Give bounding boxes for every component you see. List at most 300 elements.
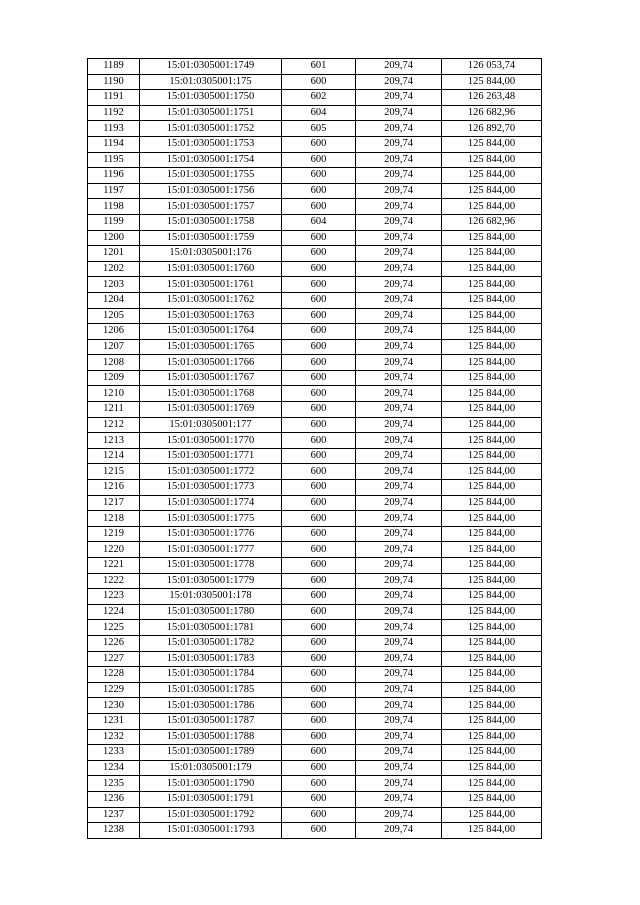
amount-cell: 126 682,96: [442, 214, 542, 230]
amount-cell: 125 844,00: [442, 823, 542, 839]
cadastral-number-cell: 15:01:0305001:1777: [140, 542, 282, 558]
cadastral-number-cell: 15:01:0305001:1781: [140, 620, 282, 636]
row-number-cell: 1232: [88, 729, 140, 745]
rate-cell: 209,74: [356, 776, 442, 792]
rate-cell: 209,74: [356, 168, 442, 184]
rate-cell: 209,74: [356, 74, 442, 90]
row-number-cell: 1228: [88, 667, 140, 683]
rate-cell: 209,74: [356, 152, 442, 168]
row-number-cell: 1236: [88, 791, 140, 807]
rate-cell: 209,74: [356, 230, 442, 246]
table-row: [88, 339, 542, 355]
area-cell: 600: [282, 261, 356, 277]
area-cell: 600: [282, 355, 356, 371]
amount-cell: 125 844,00: [442, 807, 542, 823]
row-number-cell: 1190: [88, 74, 140, 90]
amount-cell: 125 844,00: [442, 339, 542, 355]
cadastral-number-cell: 15:01:0305001:1752: [140, 121, 282, 137]
table-row: [88, 386, 542, 402]
table-row: [88, 495, 542, 511]
table-row: [88, 168, 542, 184]
row-number-cell: 1218: [88, 511, 140, 527]
amount-cell: 125 844,00: [442, 168, 542, 184]
rate-cell: 209,74: [356, 292, 442, 308]
amount-cell: 125 844,00: [442, 74, 542, 90]
cadastral-number-cell: 15:01:0305001:1785: [140, 682, 282, 698]
table-row: [88, 713, 542, 729]
rate-cell: 209,74: [356, 480, 442, 496]
amount-cell: 125 844,00: [442, 308, 542, 324]
rate-cell: 209,74: [356, 90, 442, 106]
table-row: [88, 573, 542, 589]
rate-cell: 209,74: [356, 386, 442, 402]
cadastral-number-cell: 15:01:0305001:1770: [140, 433, 282, 449]
table-row: [88, 105, 542, 121]
row-number-cell: 1231: [88, 713, 140, 729]
table-row: [88, 402, 542, 418]
rate-cell: 209,74: [356, 277, 442, 293]
cadastral-number-cell: 15:01:0305001:1754: [140, 152, 282, 168]
cadastral-number-cell: 15:01:0305001:1788: [140, 729, 282, 745]
row-number-cell: 1215: [88, 464, 140, 480]
area-cell: 600: [282, 667, 356, 683]
area-cell: 600: [282, 324, 356, 340]
amount-cell: 125 844,00: [442, 292, 542, 308]
amount-cell: 125 844,00: [442, 511, 542, 527]
rate-cell: 209,74: [356, 448, 442, 464]
row-number-cell: 1194: [88, 136, 140, 152]
rate-cell: 209,74: [356, 199, 442, 215]
area-cell: 600: [282, 760, 356, 776]
amount-cell: 125 844,00: [442, 776, 542, 792]
cadastral-number-cell: 15:01:0305001:1764: [140, 324, 282, 340]
row-number-cell: 1216: [88, 480, 140, 496]
table-row: [88, 776, 542, 792]
area-cell: 600: [282, 589, 356, 605]
amount-cell: 125 844,00: [442, 495, 542, 511]
cadastral-number-cell: 15:01:0305001:179: [140, 760, 282, 776]
cadastral-number-cell: 15:01:0305001:1756: [140, 183, 282, 199]
rate-cell: 209,74: [356, 620, 442, 636]
area-cell: 600: [282, 542, 356, 558]
amount-cell: 125 844,00: [442, 136, 542, 152]
table-row: [88, 651, 542, 667]
area-cell: 600: [282, 729, 356, 745]
amount-cell: 125 844,00: [442, 526, 542, 542]
amount-cell: 125 844,00: [442, 713, 542, 729]
row-number-cell: 1200: [88, 230, 140, 246]
table-row: [88, 370, 542, 386]
rate-cell: 209,74: [356, 121, 442, 137]
amount-cell: 125 844,00: [442, 370, 542, 386]
area-cell: 604: [282, 214, 356, 230]
amount-cell: 126 892,70: [442, 121, 542, 137]
cadastral-number-cell: 15:01:0305001:1767: [140, 370, 282, 386]
table-row: [88, 121, 542, 137]
amount-cell: 125 844,00: [442, 277, 542, 293]
rate-cell: 209,74: [356, 417, 442, 433]
row-number-cell: 1230: [88, 698, 140, 714]
parcel-table: [87, 58, 542, 839]
cadastral-number-cell: 15:01:0305001:1786: [140, 698, 282, 714]
amount-cell: 126 682,96: [442, 105, 542, 121]
rate-cell: 209,74: [356, 745, 442, 761]
amount-cell: 125 844,00: [442, 433, 542, 449]
table-row: [88, 667, 542, 683]
cadastral-number-cell: 15:01:0305001:1778: [140, 558, 282, 574]
amount-cell: 125 844,00: [442, 573, 542, 589]
area-cell: 600: [282, 526, 356, 542]
cadastral-number-cell: 15:01:0305001:1750: [140, 90, 282, 106]
cadastral-number-cell: 15:01:0305001:1757: [140, 199, 282, 215]
rate-cell: 209,74: [356, 370, 442, 386]
area-cell: 600: [282, 168, 356, 184]
cadastral-number-cell: 15:01:0305001:1775: [140, 511, 282, 527]
rate-cell: 209,74: [356, 760, 442, 776]
row-number-cell: 1212: [88, 417, 140, 433]
row-number-cell: 1189: [88, 59, 140, 75]
area-cell: 600: [282, 713, 356, 729]
rate-cell: 209,74: [356, 526, 442, 542]
rate-cell: 209,74: [356, 589, 442, 605]
area-cell: 600: [282, 698, 356, 714]
row-number-cell: 1196: [88, 168, 140, 184]
table-row: [88, 183, 542, 199]
row-number-cell: 1213: [88, 433, 140, 449]
amount-cell: 125 844,00: [442, 448, 542, 464]
table-row: [88, 308, 542, 324]
area-cell: 600: [282, 292, 356, 308]
row-number-cell: 1193: [88, 121, 140, 137]
area-cell: 600: [282, 230, 356, 246]
row-number-cell: 1237: [88, 807, 140, 823]
area-cell: 600: [282, 199, 356, 215]
area-cell: 600: [282, 308, 356, 324]
rate-cell: 209,74: [356, 558, 442, 574]
table-row: [88, 214, 542, 230]
rate-cell: 209,74: [356, 246, 442, 262]
rate-cell: 209,74: [356, 604, 442, 620]
row-number-cell: 1199: [88, 214, 140, 230]
amount-cell: 125 844,00: [442, 698, 542, 714]
amount-cell: 125 844,00: [442, 682, 542, 698]
table-row: [88, 199, 542, 215]
amount-cell: 126 053,74: [442, 59, 542, 75]
table-row: [88, 74, 542, 90]
row-number-cell: 1208: [88, 355, 140, 371]
cadastral-number-cell: 15:01:0305001:1758: [140, 214, 282, 230]
cadastral-number-cell: 15:01:0305001:177: [140, 417, 282, 433]
area-cell: 600: [282, 807, 356, 823]
row-number-cell: 1222: [88, 573, 140, 589]
table-row: [88, 729, 542, 745]
cadastral-number-cell: 15:01:0305001:1753: [140, 136, 282, 152]
rate-cell: 209,74: [356, 59, 442, 75]
cadastral-number-cell: 15:01:0305001:1773: [140, 480, 282, 496]
table-row: [88, 417, 542, 433]
cadastral-number-cell: 15:01:0305001:1751: [140, 105, 282, 121]
amount-cell: 125 844,00: [442, 620, 542, 636]
table-row: [88, 807, 542, 823]
area-cell: 600: [282, 386, 356, 402]
area-cell: 600: [282, 246, 356, 262]
table-row: [88, 823, 542, 839]
area-cell: 600: [282, 277, 356, 293]
cadastral-number-cell: 15:01:0305001:1782: [140, 635, 282, 651]
area-cell: 600: [282, 464, 356, 480]
cadastral-number-cell: 15:01:0305001:1772: [140, 464, 282, 480]
amount-cell: 125 844,00: [442, 261, 542, 277]
amount-cell: 125 844,00: [442, 246, 542, 262]
rate-cell: 209,74: [356, 355, 442, 371]
table-row: [88, 589, 542, 605]
table-row: [88, 292, 542, 308]
area-cell: 600: [282, 74, 356, 90]
row-number-cell: 1206: [88, 324, 140, 340]
rate-cell: 209,74: [356, 464, 442, 480]
rate-cell: 209,74: [356, 433, 442, 449]
row-number-cell: 1219: [88, 526, 140, 542]
table-row: [88, 152, 542, 168]
cadastral-number-cell: 15:01:0305001:1780: [140, 604, 282, 620]
area-cell: 600: [282, 152, 356, 168]
row-number-cell: 1210: [88, 386, 140, 402]
area-cell: 600: [282, 480, 356, 496]
amount-cell: 125 844,00: [442, 745, 542, 761]
area-cell: 600: [282, 183, 356, 199]
row-number-cell: 1227: [88, 651, 140, 667]
cadastral-number-cell: 15:01:0305001:1789: [140, 745, 282, 761]
area-cell: 600: [282, 136, 356, 152]
cadastral-number-cell: 15:01:0305001:1783: [140, 651, 282, 667]
cadastral-number-cell: 15:01:0305001:1793: [140, 823, 282, 839]
amount-cell: 125 844,00: [442, 199, 542, 215]
row-number-cell: 1238: [88, 823, 140, 839]
amount-cell: 125 844,00: [442, 791, 542, 807]
area-cell: 600: [282, 402, 356, 418]
area-cell: 600: [282, 417, 356, 433]
row-number-cell: 1226: [88, 635, 140, 651]
amount-cell: 125 844,00: [442, 417, 542, 433]
cadastral-number-cell: 15:01:0305001:1776: [140, 526, 282, 542]
cadastral-number-cell: 15:01:0305001:1790: [140, 776, 282, 792]
rate-cell: 209,74: [356, 542, 442, 558]
row-number-cell: 1209: [88, 370, 140, 386]
rate-cell: 209,74: [356, 651, 442, 667]
row-number-cell: 1192: [88, 105, 140, 121]
cadastral-number-cell: 15:01:0305001:1779: [140, 573, 282, 589]
table-row: [88, 464, 542, 480]
cadastral-number-cell: 15:01:0305001:1749: [140, 59, 282, 75]
amount-cell: 125 844,00: [442, 183, 542, 199]
rate-cell: 209,74: [356, 261, 442, 277]
row-number-cell: 1195: [88, 152, 140, 168]
area-cell: 600: [282, 651, 356, 667]
table-row: [88, 558, 542, 574]
table-row: [88, 635, 542, 651]
row-number-cell: 1225: [88, 620, 140, 636]
area-cell: 600: [282, 791, 356, 807]
table-row: [88, 542, 542, 558]
cadastral-number-cell: 15:01:0305001:1762: [140, 292, 282, 308]
rate-cell: 209,74: [356, 495, 442, 511]
table-row: [88, 791, 542, 807]
rate-cell: 209,74: [356, 807, 442, 823]
area-cell: 600: [282, 433, 356, 449]
table-row: [88, 324, 542, 340]
cadastral-number-cell: 15:01:0305001:178: [140, 589, 282, 605]
area-cell: 600: [282, 573, 356, 589]
rate-cell: 209,74: [356, 573, 442, 589]
row-number-cell: 1214: [88, 448, 140, 464]
row-number-cell: 1211: [88, 402, 140, 418]
row-number-cell: 1229: [88, 682, 140, 698]
rate-cell: 209,74: [356, 729, 442, 745]
rate-cell: 209,74: [356, 339, 442, 355]
area-cell: 600: [282, 370, 356, 386]
cadastral-number-cell: 15:01:0305001:1768: [140, 386, 282, 402]
area-cell: 600: [282, 682, 356, 698]
cadastral-number-cell: 15:01:0305001:1774: [140, 495, 282, 511]
cadastral-number-cell: 15:01:0305001:1787: [140, 713, 282, 729]
rate-cell: 209,74: [356, 183, 442, 199]
table-row: [88, 355, 542, 371]
cadastral-number-cell: 15:01:0305001:1791: [140, 791, 282, 807]
row-number-cell: 1221: [88, 558, 140, 574]
amount-cell: 125 844,00: [442, 402, 542, 418]
amount-cell: 125 844,00: [442, 386, 542, 402]
row-number-cell: 1217: [88, 495, 140, 511]
amount-cell: 125 844,00: [442, 589, 542, 605]
row-number-cell: 1233: [88, 745, 140, 761]
area-cell: 600: [282, 448, 356, 464]
row-number-cell: 1203: [88, 277, 140, 293]
table-row: [88, 745, 542, 761]
rate-cell: 209,74: [356, 667, 442, 683]
area-cell: 600: [282, 823, 356, 839]
area-cell: 601: [282, 59, 356, 75]
row-number-cell: 1191: [88, 90, 140, 106]
area-cell: 600: [282, 511, 356, 527]
amount-cell: 125 844,00: [442, 635, 542, 651]
amount-cell: 125 844,00: [442, 558, 542, 574]
row-number-cell: 1197: [88, 183, 140, 199]
area-cell: 600: [282, 745, 356, 761]
cadastral-number-cell: 15:01:0305001:1761: [140, 277, 282, 293]
cadastral-number-cell: 15:01:0305001:1759: [140, 230, 282, 246]
rate-cell: 209,74: [356, 308, 442, 324]
amount-cell: 125 844,00: [442, 480, 542, 496]
table-row: [88, 136, 542, 152]
cadastral-number-cell: 15:01:0305001:1760: [140, 261, 282, 277]
cadastral-number-cell: 15:01:0305001:1784: [140, 667, 282, 683]
table-row: [88, 511, 542, 527]
amount-cell: 125 844,00: [442, 355, 542, 371]
amount-cell: 125 844,00: [442, 152, 542, 168]
amount-cell: 125 844,00: [442, 604, 542, 620]
table-row: [88, 526, 542, 542]
cadastral-number-cell: 15:01:0305001:1763: [140, 308, 282, 324]
rate-cell: 209,74: [356, 823, 442, 839]
row-number-cell: 1201: [88, 246, 140, 262]
rate-cell: 209,74: [356, 713, 442, 729]
row-number-cell: 1205: [88, 308, 140, 324]
table-row: [88, 277, 542, 293]
rate-cell: 209,74: [356, 635, 442, 651]
table-row: [88, 448, 542, 464]
area-cell: 600: [282, 776, 356, 792]
amount-cell: 125 844,00: [442, 651, 542, 667]
row-number-cell: 1224: [88, 604, 140, 620]
area-cell: 604: [282, 105, 356, 121]
row-number-cell: 1234: [88, 760, 140, 776]
row-number-cell: 1235: [88, 776, 140, 792]
row-number-cell: 1220: [88, 542, 140, 558]
rate-cell: 209,74: [356, 324, 442, 340]
row-number-cell: 1207: [88, 339, 140, 355]
rate-cell: 209,74: [356, 105, 442, 121]
rate-cell: 209,74: [356, 402, 442, 418]
cadastral-number-cell: 15:01:0305001:1766: [140, 355, 282, 371]
amount-cell: 125 844,00: [442, 729, 542, 745]
table-row: [88, 433, 542, 449]
cadastral-number-cell: 15:01:0305001:1755: [140, 168, 282, 184]
amount-cell: 126 263,48: [442, 90, 542, 106]
cadastral-number-cell: 15:01:0305001:1792: [140, 807, 282, 823]
area-cell: 600: [282, 495, 356, 511]
table-row: [88, 261, 542, 277]
table-row: [88, 604, 542, 620]
area-cell: 600: [282, 558, 356, 574]
area-cell: 600: [282, 339, 356, 355]
area-cell: 602: [282, 90, 356, 106]
area-cell: 600: [282, 604, 356, 620]
table-row: [88, 246, 542, 262]
area-cell: 600: [282, 620, 356, 636]
rate-cell: 209,74: [356, 698, 442, 714]
cadastral-number-cell: 15:01:0305001:175: [140, 74, 282, 90]
amount-cell: 125 844,00: [442, 542, 542, 558]
amount-cell: 125 844,00: [442, 760, 542, 776]
table-row: [88, 230, 542, 246]
table-row: [88, 90, 542, 106]
rate-cell: 209,74: [356, 136, 442, 152]
rate-cell: 209,74: [356, 214, 442, 230]
amount-cell: 125 844,00: [442, 324, 542, 340]
amount-cell: 125 844,00: [442, 464, 542, 480]
row-number-cell: 1198: [88, 199, 140, 215]
cadastral-number-cell: 15:01:0305001:1769: [140, 402, 282, 418]
amount-cell: 125 844,00: [442, 230, 542, 246]
area-cell: 600: [282, 635, 356, 651]
table-row: [88, 620, 542, 636]
row-number-cell: 1223: [88, 589, 140, 605]
rate-cell: 209,74: [356, 511, 442, 527]
table-row: [88, 480, 542, 496]
row-number-cell: 1204: [88, 292, 140, 308]
table-row: [88, 682, 542, 698]
table-row: [88, 698, 542, 714]
table-row: [88, 760, 542, 776]
parcel-table-body: [88, 59, 542, 839]
amount-cell: 125 844,00: [442, 667, 542, 683]
cadastral-number-cell: 15:01:0305001:1771: [140, 448, 282, 464]
rate-cell: 209,74: [356, 791, 442, 807]
cadastral-number-cell: 15:01:0305001:176: [140, 246, 282, 262]
table-row: [88, 59, 542, 75]
area-cell: 605: [282, 121, 356, 137]
row-number-cell: 1202: [88, 261, 140, 277]
